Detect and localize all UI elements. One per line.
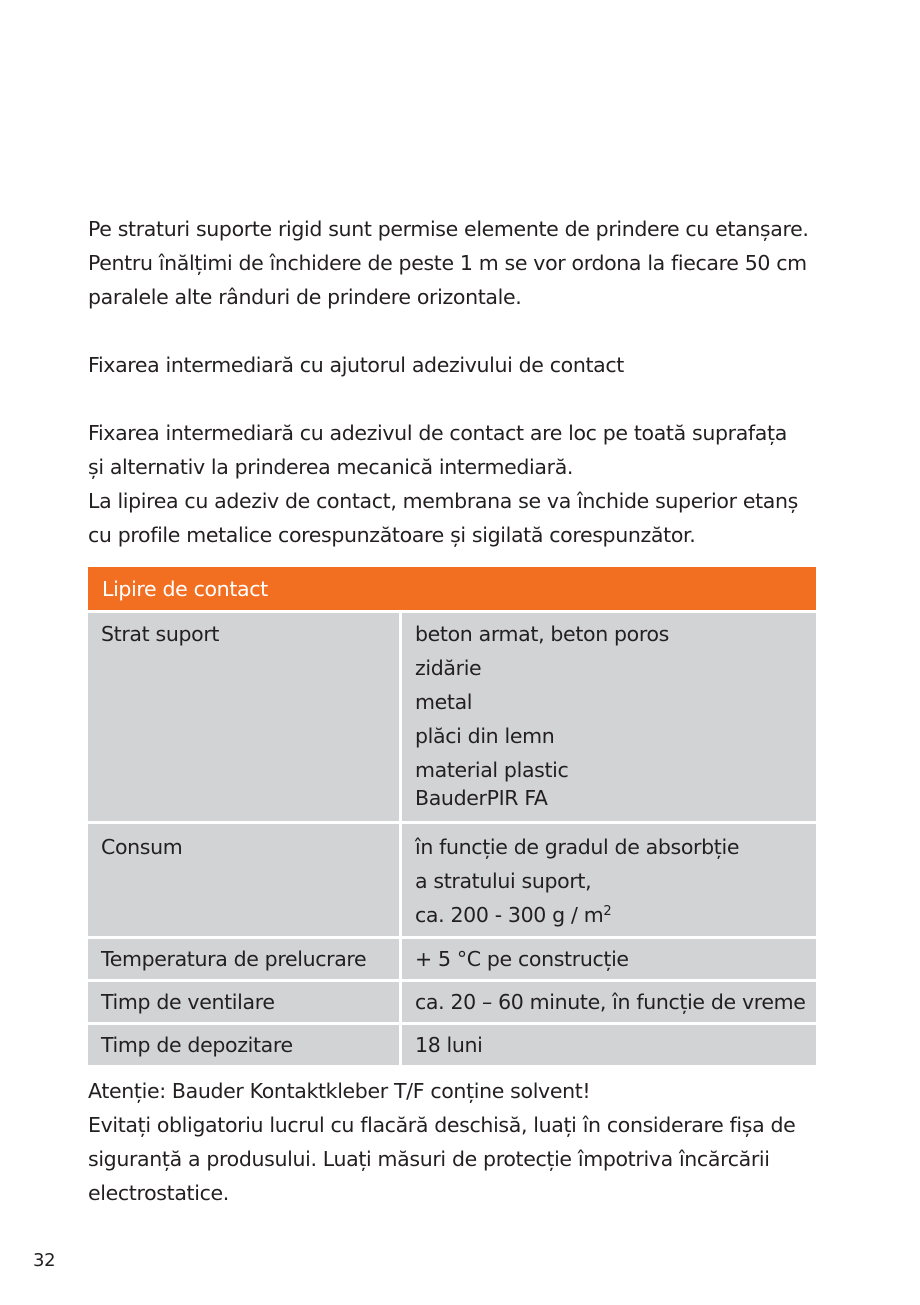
value-line: 18 luni [415,1033,483,1057]
value-line: zidărie [415,656,482,680]
row-value [402,613,816,824]
warning-note [88,1074,828,1210]
contact-adhesive-table [88,567,816,1068]
body-line: cu profile metalice corespunzătoare și sigilată corespunzător. [88,523,696,547]
row-label-text: Strat suport [101,622,220,646]
row-label [88,939,402,982]
row-value [402,939,816,982]
row-value [402,982,816,1025]
table-header: Lipire de contact [88,567,816,613]
row-value [402,1025,816,1068]
row-label-text: Timp de ventilare [101,990,275,1014]
intro-line: paralele alte rânduri de prindere orizontale. [88,285,522,309]
row-label [88,982,402,1025]
value-line: + 5 °C pe construcție [415,947,629,971]
intro-line: Pe straturi suporte rigid sunt permise elemente de prindere cu etanșare. [88,217,809,241]
body-paragraph [88,416,828,552]
warning-line: Evitați obligatoriu lucrul cu flacără deschisă, luați în considerare fișa de [88,1113,796,1137]
row-label [88,1025,402,1068]
table-row [88,824,816,939]
consumption-text: ca. 200 - 300 g / m [415,903,604,927]
value-line: plăci din lemn [415,724,555,748]
warning-line: Atenție: Bauder Kontaktkleber T/F conține solvent! [88,1079,591,1103]
value-line: în funcție de gradul de absorbție [415,835,740,859]
value-line: ca. 20 – 60 minute, în funcție de vreme [415,990,806,1014]
table-row [88,982,816,1025]
value-line: a stratului suport, [415,869,592,893]
page-content [88,212,828,552]
body-line: și alternativ la prinderea mecanică intermediară. [88,455,574,479]
table-row [88,613,816,824]
row-value [402,824,816,939]
page-number: 32 [33,1250,56,1271]
table-row [88,939,816,982]
row-label-text: Timp de depozitare [101,1033,293,1057]
row-label [88,613,402,824]
warning-line: electrostatice. [88,1181,229,1205]
value-line: BauderPIR FA [415,786,548,810]
intro-paragraph [88,212,828,314]
superscript: 2 [603,904,612,919]
table-row [88,1025,816,1068]
value-line: beton armat, beton poros [415,622,670,646]
warning-paragraph [88,1074,828,1210]
warning-line: siguranță a produsului. Luați măsuri de protecție împotriva încărcării [88,1147,770,1171]
intro-line: Pentru înălțimi de închidere de peste 1 m se vor ordona la fiecare 50 cm [88,251,807,275]
section-subheading: Fixarea intermediară cu ajutorul adezivului de contact [88,353,624,377]
row-label-text: Consum [101,835,183,859]
value-line: metal [415,690,473,714]
value-line: material plastic [415,758,569,782]
body-line: La lipirea cu adeziv de contact, membrana se va închide superior etanș [88,489,798,513]
body-line: Fixarea intermediară cu adezivul de contact are loc pe toată suprafața [88,421,787,445]
row-label [88,824,402,939]
value-line [415,898,816,932]
row-label-text: Temperatura de prelucrare [101,947,367,971]
